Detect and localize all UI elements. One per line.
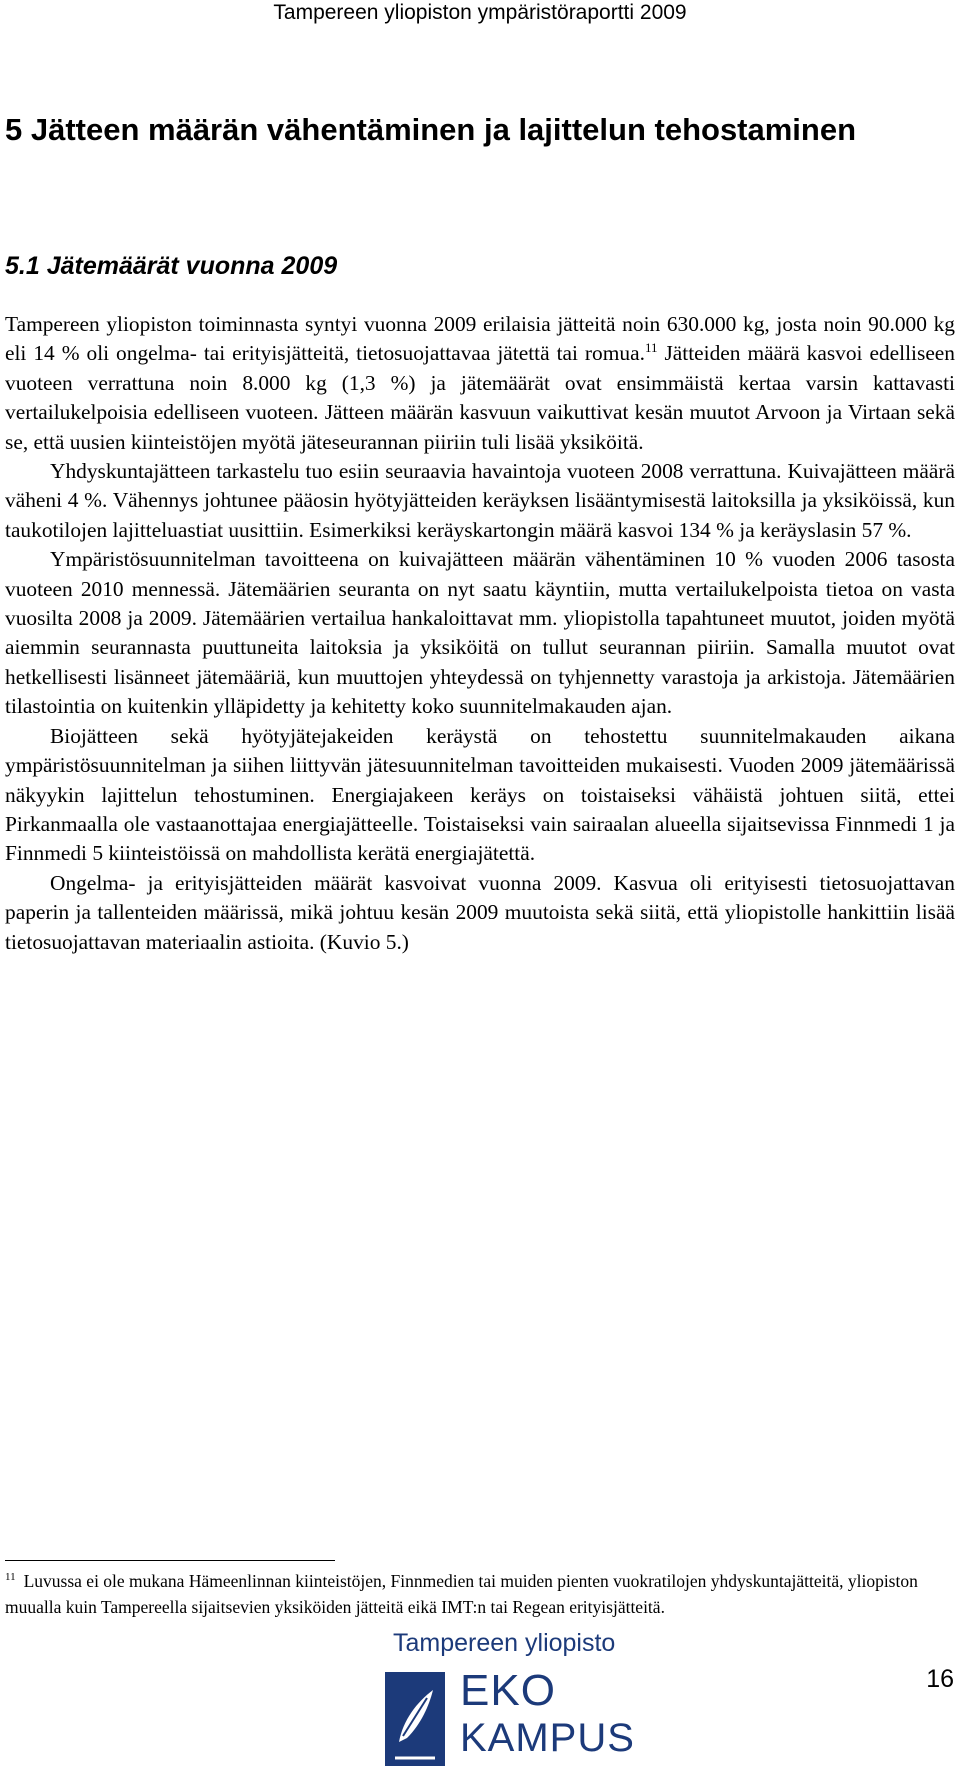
- logo-university-name: Tampereen yliopisto: [393, 1629, 616, 1657]
- footnote-text: Luvussa ei ole mukana Hämeenlinnan kiinteistöjen, Finnmedien tai muiden pienten vuokratilojen yhdyskuntajätteitä, yliopiston muualla kuin Tampereella sijaitsevien yksiköiden jätteitä eikä IMT:n tai Regean erityisjätteitä.: [5, 1571, 918, 1617]
- body-text: [5, 310, 955, 957]
- leaf-emblem-icon: [385, 1672, 445, 1766]
- paragraph-5: Ongelma- ja erityisjätteiden määrät kasvoivat vuonna 2009. Kasvua oli erityisesti tietosuojattavan paperin ja tallenteiden määrissä, mikä johtuu kesän 2009 muutoista sekä siitä, että yliopistolle hankittiin lisää tietosuojattavan materiaalin astioita. (Kuvio 5.): [5, 870, 955, 954]
- footnote-number: 11: [5, 1571, 16, 1583]
- paragraph-1-part-1: Tampereen yliopiston toiminnasta syntyi vuonna 2009 erilaisia jätteitä noin 630.000 kg, josta noin 90.000 kg eli 14 % oli ongelma- tai erityisjätteitä, tietosuojattavaa jätettä tai romua.: [5, 312, 955, 366]
- paragraph-3: Ympäristösuunnitelman tavoitteena on kuivajätteen määrän vähentäminen 10 % vuoden 2006 tasosta vuoteen 2010 mennessä. Jätemäärien seuranta on nyt saatu käyntiin, mutta vertailukelpoista tietoa on vasta vuosilta 2008 ja 2009. Jätemäärien vertailua hankaloittavat mm. yliopistolla tapahtuneet muutot, joiden myötä aiemmin seurannasta puuttuneita laitoksia ja yksiköitä on tullut seurannan piiriin. Samalla muutot ovat hetkellisesti lisänneet jätemääriä, kun muuttojen yhteydessä on tyhjennetty varastoja ja arkistoja. Jätemäärien tilastointia on kuitenkin ylläpidetty ja kehitetty koko suunnitelmakauden ajan.: [5, 547, 955, 719]
- paragraph-1-part-2: Jätteiden määrä kasvoi edelliseen vuoteen verrattuna noin 8.000 kg (1,3 %) ja jätemäärät ovat ensimmäistä kertaa varsin kattavasti vertailukelpoisia edelliseen vuoteen. Jätteen määrän kasvuun vaikuttivat kesän muutot Arvoon ja Virtaan sekä se, että uusien kiinteistöjen myötä jäteseurannan piiriin tuli lisää yksiköitä.: [5, 341, 955, 454]
- paragraph-2: Yhdyskuntajätteen tarkastelu tuo esiin seuraavia havaintoja vuoteen 2008 verrattuna. Kuivajätteen määrä väheni 4 %. Vähennys johtunee pääosin hyötyjätteiden keräyksen lisääntymisestä laitoksilla ja yksiköissä, kun taukotilojen lajitteluastiat uusittiin. Esimerkiksi keräyskartongin määrä kasvoi 134 % ja keräyslasin 57 %.: [5, 459, 955, 542]
- running-header: Tampereen yliopiston ympäristöraportti 2009: [273, 1, 687, 24]
- section-title: 5.1 Jätemäärät vuonna 2009: [5, 252, 338, 280]
- paragraph-1: [5, 310, 955, 457]
- logo-eko-text: EKO: [460, 1666, 556, 1715]
- footnote: [5, 1568, 955, 1620]
- footnote-reference[interactable]: 11: [644, 340, 658, 356]
- paragraph-4: Biojätteen sekä hyötyjätejakeiden keräystä on tehostettu suunnitelmakauden aikana ympäristösuunnitelman ja siihen liittyvän jätesuunnitelman tavoitteiden mukaisesti. Vuoden 2009 jätemäärissä näkyykin lajittelun tehostuminen. Energiajakeen keräys on toistaiseksi vähäistä johtuen siitä, ettei Pirkanmaalla ole vastaanottajaa energiajätteelle. Toistaiseksi vain sairaalan alueella sijaitsevissa Finnmedi 1 ja Finnmedi 5 kiinteistöissä on mahdollista kerätä energiajätettä.: [5, 723, 955, 866]
- page-number: 16: [926, 1665, 954, 1693]
- logo-kampus-text: KAMPUS: [460, 1716, 635, 1760]
- footnote-divider: [5, 1560, 335, 1561]
- eko-kampus-logo: [385, 1628, 665, 1766]
- chapter-title: 5 Jätteen määrän vähentäminen ja lajittelun tehostaminen: [5, 112, 857, 147]
